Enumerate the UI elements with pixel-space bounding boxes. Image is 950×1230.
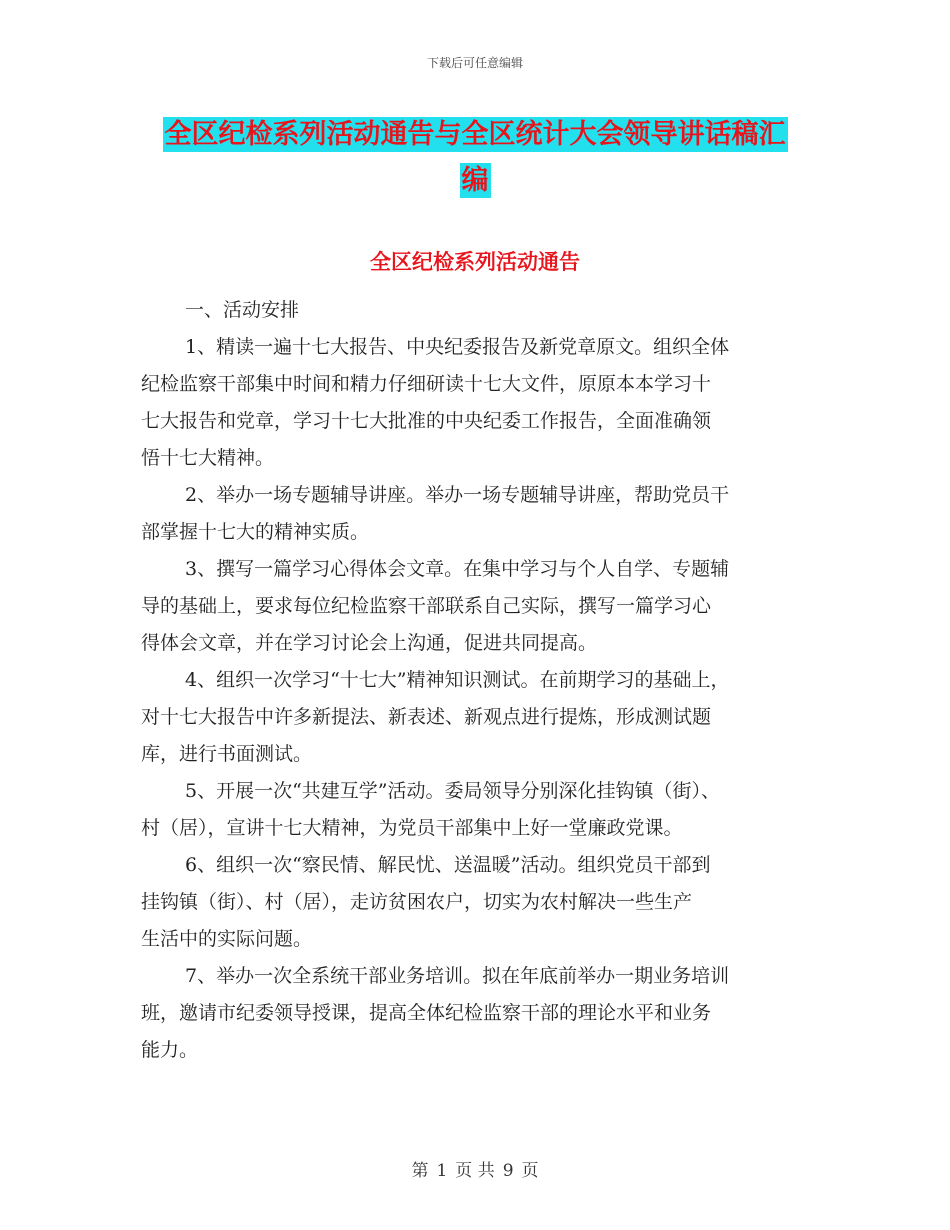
paragraph-line: 部掌握十七大的精神实质。 xyxy=(141,521,370,543)
page-footer xyxy=(0,1156,950,1181)
body-heading: 一、活动安排 xyxy=(185,299,300,321)
section-title: 全区纪检系列活动通告 xyxy=(370,249,580,274)
total-pages: 9 xyxy=(502,1161,514,1181)
paragraph xyxy=(141,662,821,773)
paragraph-line: 挂钩镇（街）、村（居），走访贫困农户，切实为农村解决一些生产 xyxy=(141,891,693,913)
document-body xyxy=(141,292,821,1069)
paragraph-line: 导的基础上，要求每位纪检监察干部联系自己实际，撰写一篇学习心 xyxy=(141,595,712,617)
paragraph-line: 村（居），宣讲十七大精神，为党员干部集中上好一堂廉政党课。 xyxy=(141,817,683,839)
paragraph-line: 七大报告和党章，学习十七大批准的中央纪委工作报告，全面准确领 xyxy=(141,410,712,432)
paragraph xyxy=(141,551,821,662)
paragraph-line: 7、举办一次全系统干部业务培训。拟在年底前举办一期业务培训 xyxy=(185,965,730,987)
paragraph-list xyxy=(141,329,821,1069)
paragraph-line: 6、组织一次“察民情、解民忧、送温暖”活动。组织党员干部到 xyxy=(185,854,711,876)
document-title-line-1: 全区纪检系列活动通告与全区统计大会领导讲话稿汇 xyxy=(164,119,786,150)
paragraph xyxy=(141,329,821,477)
paragraph-line: 得体会文章，并在学习讨论会上沟通，促进共同提高。 xyxy=(141,632,598,654)
page-label-suffix: 页 xyxy=(521,1161,539,1181)
paragraph-line: 班，邀请市纪委领导授课，提高全体纪检监察干部的理论水平和业务 xyxy=(141,1002,712,1024)
paragraph-line: 1、精读一遍十七大报告、中央纪委报告及新党章原文。组织全体 xyxy=(185,336,730,358)
paragraph xyxy=(141,847,821,958)
paragraph-line: 4、组织一次学习“十七大”精神知识测试。在前期学习的基础上， xyxy=(185,669,730,691)
paragraph-line: 5、开展一次“共建互学”活动。委局领导分别深化挂钩镇（街）、 xyxy=(185,780,721,802)
paragraph xyxy=(141,477,821,551)
header-note: 下载后可任意编辑 xyxy=(426,56,523,70)
paragraph-line: 生活中的实际问题。 xyxy=(141,928,313,950)
paragraph xyxy=(141,958,821,1069)
paragraph-line: 2、举办一场专题辅导讲座。举办一场专题辅导讲座，帮助党员干 xyxy=(185,484,730,506)
document-title xyxy=(0,112,950,204)
paragraph xyxy=(141,773,821,847)
paragraph-line: 能力。 xyxy=(141,1039,199,1061)
paragraph-line: 悟十七大精神。 xyxy=(141,447,275,469)
paragraph-line: 库，进行书面测试。 xyxy=(141,743,313,765)
document-title-line-2: 编 xyxy=(461,165,489,196)
paragraph-line: 3、撰写一篇学习心得体会文章。在集中学习与个人自学、专题辅 xyxy=(185,558,730,580)
page-label-prefix: 第 xyxy=(411,1161,429,1181)
paragraph-line: 纪检监察干部集中时间和精力仔细研读十七大文件，原原本本学习十 xyxy=(141,373,712,395)
page-number: 1 xyxy=(436,1161,448,1181)
page-label-mid: 页 共 xyxy=(455,1161,495,1181)
paragraph-line: 对十七大报告中许多新提法、新表述、新观点进行提炼，形成测试题 xyxy=(141,706,712,728)
